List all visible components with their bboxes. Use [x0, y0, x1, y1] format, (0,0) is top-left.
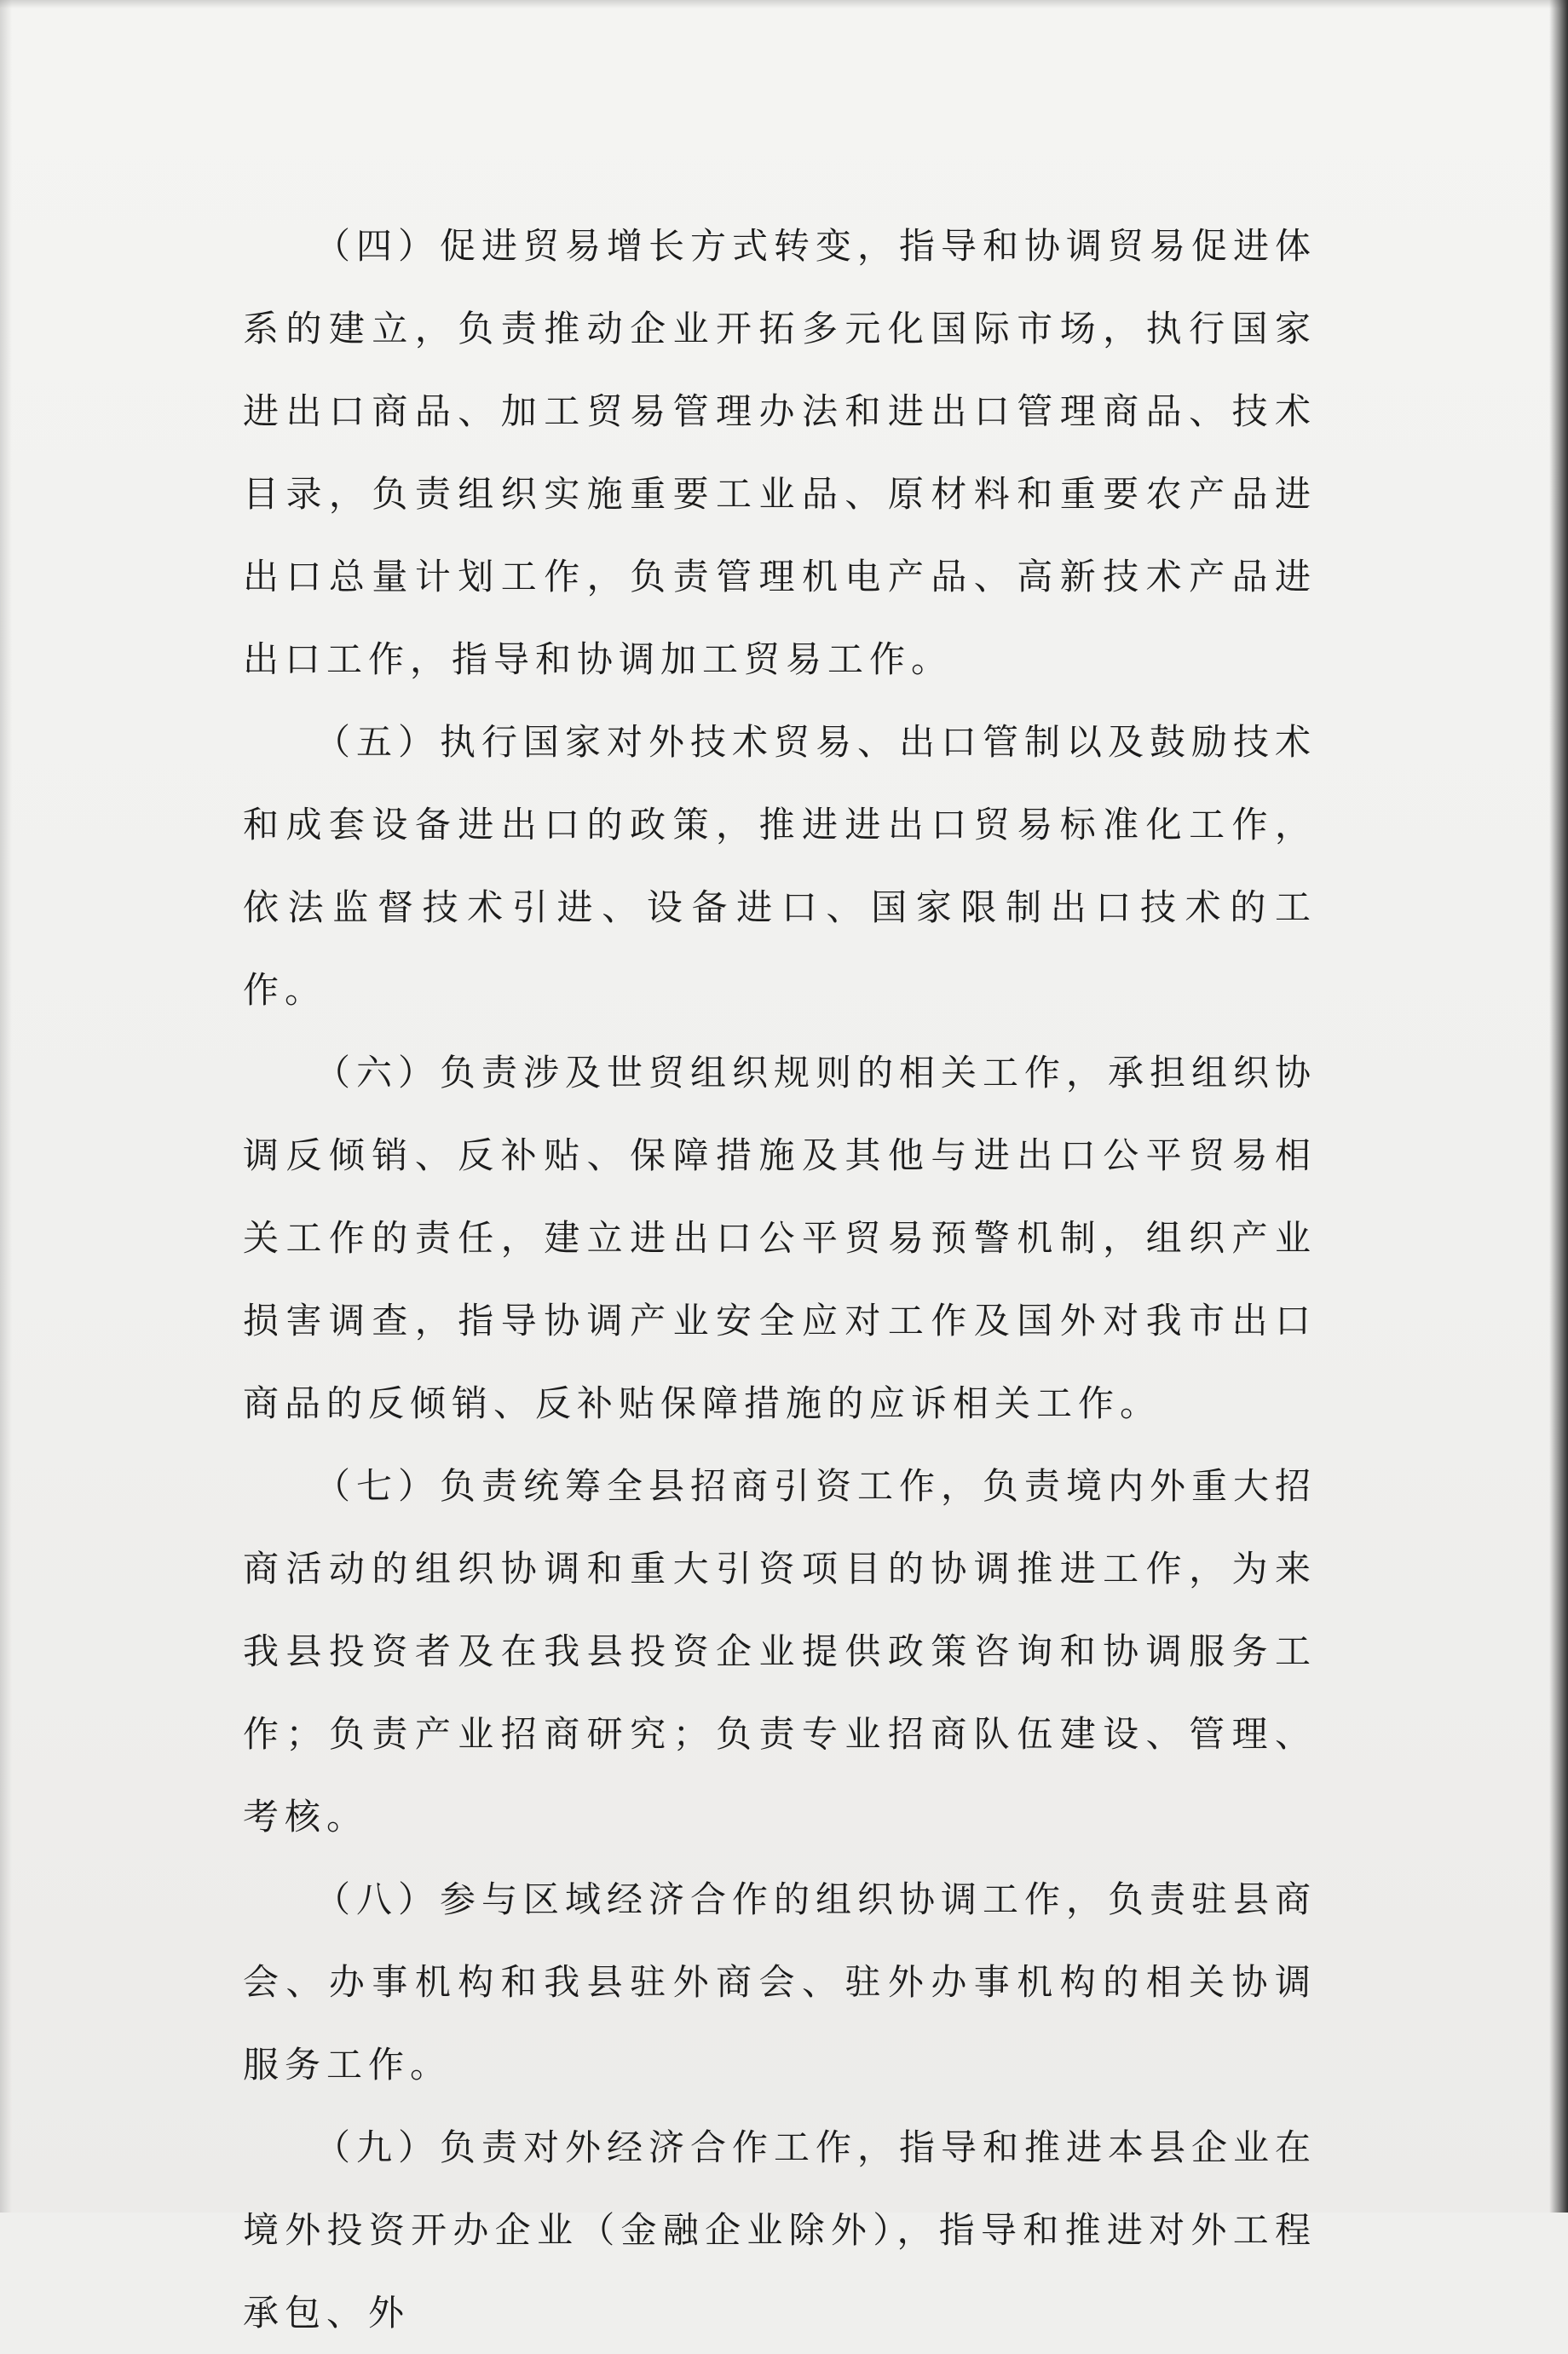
paragraph-4: （四）促进贸易增长方式转变，指导和协调贸易促进体系的建立，负责推动企业开拓多元化国际市场，执行国家进出口商品、加工贸易管理办法和进出口管理商品、技术目录，负责组织实施重要工业品、原材料和重要农产品进出口总量计划工作，负责管理机电产品、高新技术产品进出口工作，指导和协调加工贸易工作。: [243, 225, 1317, 680]
document-body: [243, 205, 1317, 2354]
paragraph-9: （九）负责对外经济合作工作，指导和推进本县企业在境外投资开办企业（金融企业除外），指导和推进对外工程承包、外: [243, 2126, 1317, 2334]
scan-top-shadow: [0, 0, 1568, 9]
scan-left-shadow: [0, 0, 12, 2213]
scan-right-edge: [1549, 0, 1568, 2213]
paragraph-8: （八）参与区域经济合作的组织协调工作，负责驻县商会、办事机构和我县驻外商会、驻外办事机构的相关协调服务工作。: [243, 1878, 1317, 2086]
paragraph-5: （五）执行国家对外技术贸易、出口管制以及鼓励技术和成套设备进出口的政策，推进进出口贸易标准化工作，依法监督技术引进、设备进口、国家限制出口技术的工作。: [243, 721, 1317, 1011]
paragraph-7: （七）负责统筹全县招商引资工作，负责境内外重大招商活动的组织协调和重大引资项目的协调推进工作，为来我县投资者及在我县投资企业提供政策咨询和协调服务工作；负责产业招商研究；负责专业招商队伍建设、管理、考核。: [243, 1465, 1317, 1838]
paragraph-6: （六）负责涉及世贸组织规则的相关工作，承担组织协调反倾销、反补贴、保障措施及其他与进出口公平贸易相关工作的责任，建立进出口公平贸易预警机制，组织产业损害调查，指导协调产业安全应对工作及国外对我市出口商品的反倾销、反补贴保障措施的应诉相关工作。: [243, 1052, 1317, 1424]
